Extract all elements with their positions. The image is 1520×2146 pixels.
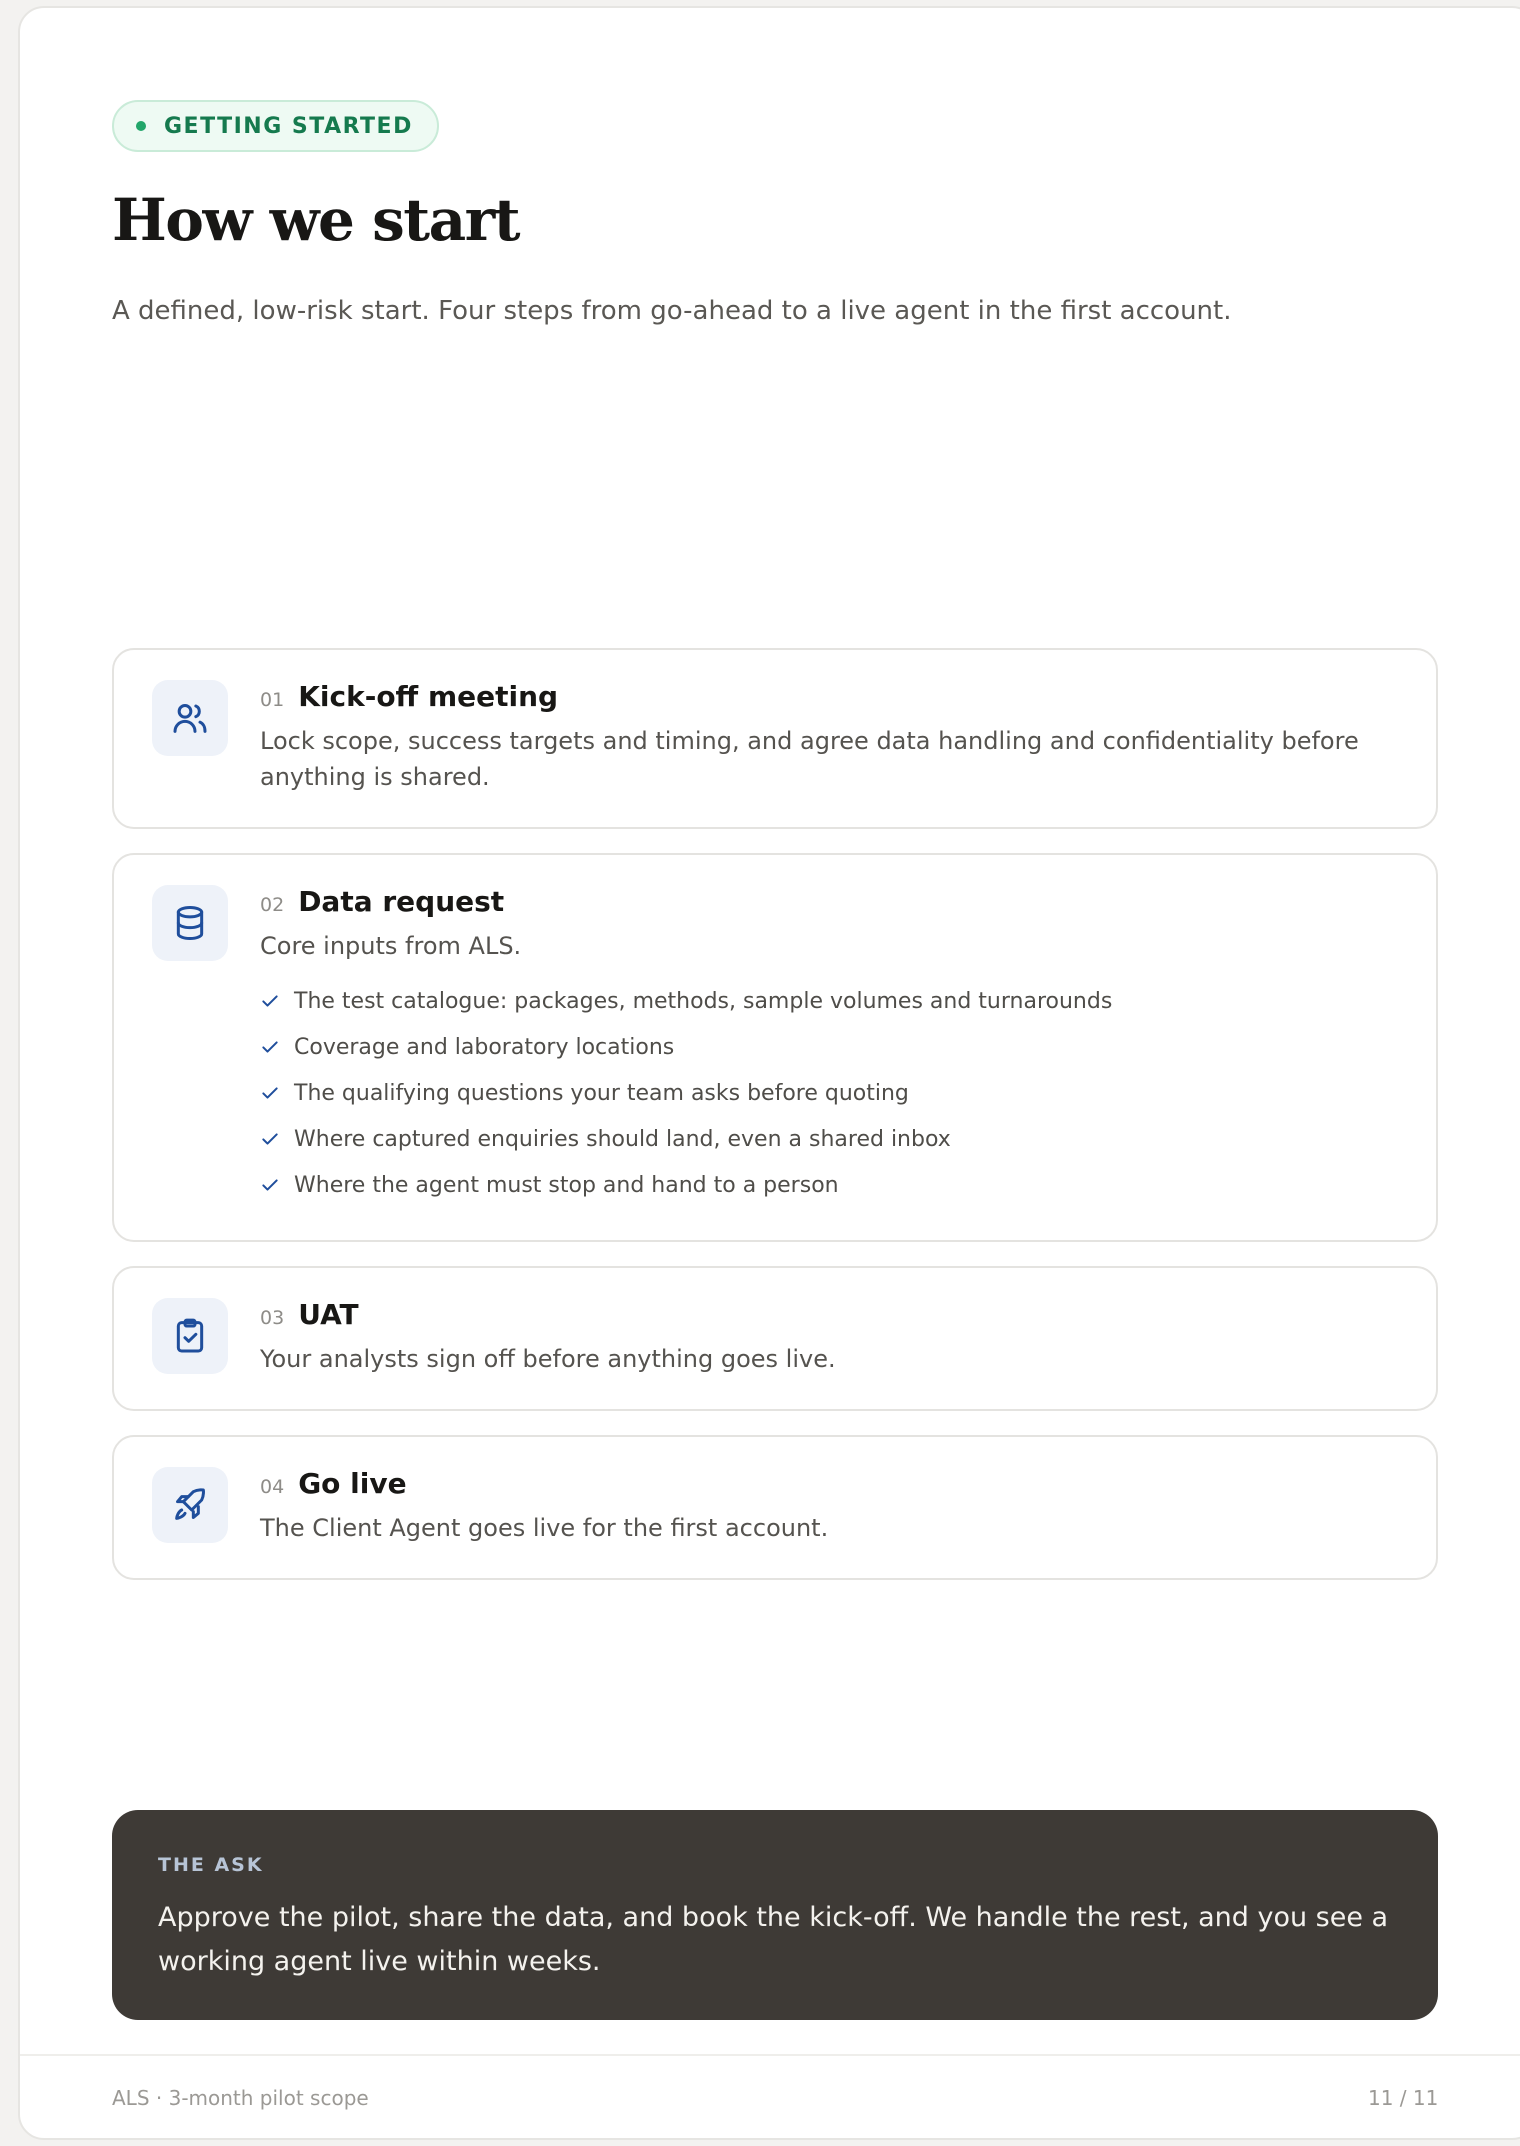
- users-icon: [170, 698, 210, 738]
- steps-list: [112, 648, 1438, 1604]
- step-number: 01: [260, 689, 285, 711]
- step-description: Your analysts sign off before anything goes live.: [260, 1345, 836, 1373]
- step-card-kickoff: [112, 648, 1438, 829]
- step-number: 02: [260, 894, 285, 916]
- the-ask-callout: [112, 1810, 1438, 2020]
- step-card-uat: [112, 1266, 1438, 1411]
- checklist-item-label: Where captured enquiries should land, even a shared inbox: [294, 1126, 951, 1152]
- checklist-item: [260, 1024, 674, 1070]
- checklist-item: [260, 978, 1356, 1024]
- page-title: How we start: [112, 186, 520, 254]
- checklist-item-label: Coverage and laboratory locations: [294, 1034, 675, 1060]
- step-description: Core inputs from ALS.: [260, 932, 522, 960]
- step-icon-box: [152, 680, 228, 756]
- footer-deck-title: ALS · 3-month pilot scope: [112, 2086, 369, 2110]
- step-number: 03: [260, 1307, 285, 1329]
- check-icon: [260, 1175, 280, 1195]
- step-number: 04: [260, 1476, 285, 1498]
- checklist-item: [260, 1162, 1356, 1208]
- step-title: UAT: [298, 1298, 359, 1331]
- ask-text: Approve the pilot, share the data, and book the kick-off. We handle the rest, and you see a working agent live within weeks.: [158, 1902, 1389, 1977]
- checklist-item: [260, 1070, 909, 1116]
- step-icon-box: [152, 1467, 228, 1543]
- slide-footer: [20, 2054, 1520, 2142]
- step-title: Data request: [298, 885, 505, 918]
- check-icon: [260, 1083, 280, 1103]
- step-description: The Client Agent goes live for the first account.: [260, 1514, 829, 1542]
- step-title: Go live: [298, 1467, 407, 1500]
- database-icon: [170, 903, 210, 943]
- check-icon: [260, 991, 280, 1011]
- rocket-icon: [170, 1485, 210, 1525]
- page-subtitle: A defined, low-risk start. Four steps from go-ahead to a live agent in the first account.: [112, 296, 1232, 326]
- header-section: [112, 100, 1438, 326]
- clipboard-check-icon: [170, 1316, 210, 1356]
- step-title: Kick-off meeting: [298, 680, 559, 713]
- status-dot-icon: [136, 121, 146, 131]
- check-icon: [260, 1129, 280, 1149]
- step-card-go-live: [112, 1435, 1438, 1580]
- checklist-item-label: Where the agent must stop and hand to a person: [294, 1172, 839, 1198]
- slide-page: [18, 6, 1520, 2140]
- ask-label: THE ASK: [158, 1854, 264, 1876]
- step-icon-box: [152, 1298, 228, 1374]
- step-description: Lock scope, success targets and timing, and agree data handling and confidentiality before anything is shared.: [260, 727, 1359, 791]
- checklist: [260, 978, 1396, 1208]
- step-card-data-request: [112, 853, 1438, 1242]
- section-badge-label: GETTING STARTED: [164, 113, 413, 139]
- section-badge: [112, 100, 439, 152]
- checklist-item-label: The test catalogue: packages, methods, sample volumes and turnarounds: [294, 988, 1113, 1014]
- step-icon-box: [152, 885, 228, 961]
- checklist-item: [260, 1116, 1356, 1162]
- check-icon: [260, 1037, 280, 1057]
- checklist-item-label: The qualifying questions your team asks before quoting: [294, 1080, 909, 1106]
- page-number: 11 / 11: [1368, 2086, 1439, 2110]
